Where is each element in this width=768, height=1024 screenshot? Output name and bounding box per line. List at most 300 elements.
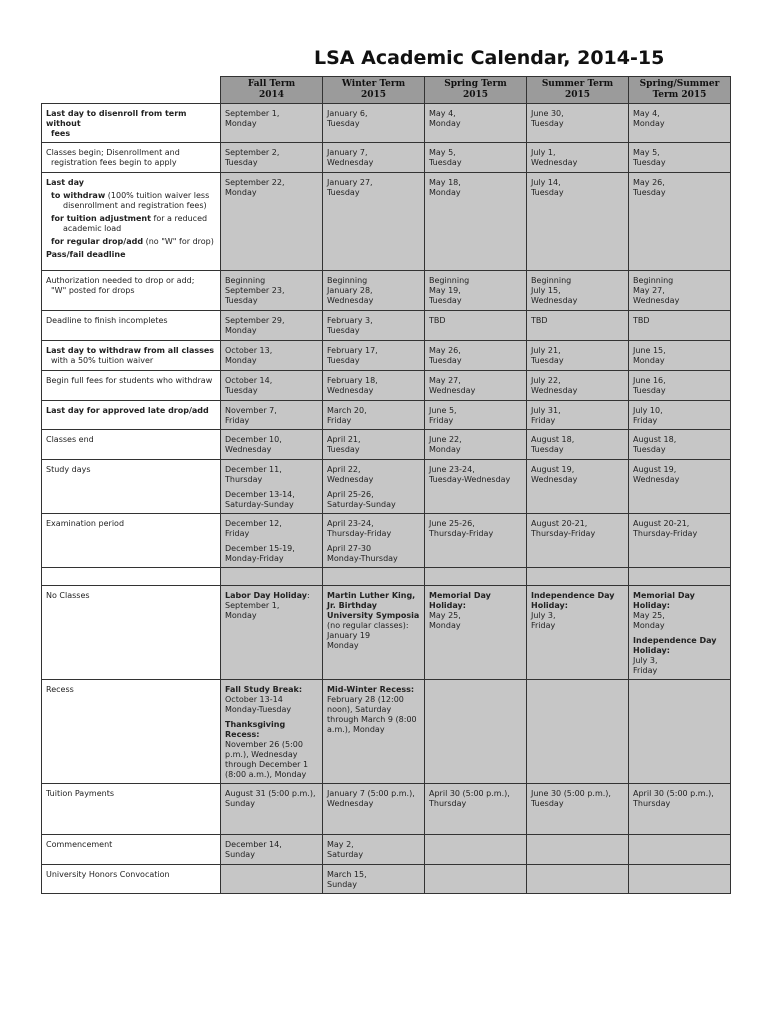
row-label-line: Recess [46,685,74,694]
date-entry [225,490,318,510]
cell-spring [425,568,527,586]
cell-summer [527,865,629,894]
table-row [42,401,731,430]
date-text: : [307,591,310,600]
date-line: Wednesday [531,296,578,305]
date-line: Sunday [225,799,255,808]
date-line: May 26, [633,178,665,187]
date-line: December 14, [225,840,282,849]
date-line: January 19 [327,631,371,640]
cell-winter [323,311,425,341]
row-label-line: Classes begin; Disenrollment and [46,148,180,157]
date-line: p.m.), Wednesday [225,750,298,759]
row-label-line: Classes end [46,435,94,444]
cell-winter [323,784,425,835]
date-line: Monday [429,188,461,197]
date-line: Tuesday [429,356,462,365]
cell-summer [527,341,629,371]
date-entry [225,685,318,715]
row-label-line [46,191,216,201]
date-line: Tuesday [531,799,564,808]
date-line: November 7, [225,406,277,415]
date-line: Mid-Winter Recess: [327,685,415,694]
date-entry [429,406,522,426]
row-label [42,341,221,371]
date-line: Thursday [429,799,467,808]
date-line: Wednesday [531,386,578,395]
date-entry [633,316,726,326]
row-label-line: disenrollment and registration fees) [63,201,207,210]
date-entry [531,316,624,326]
row-label [42,568,221,586]
date-line: Tuesday [531,119,564,128]
date-line: Fall Study Break: [225,685,303,694]
date-entry [225,544,318,564]
date-line: Saturday [327,850,364,859]
date-line: Friday [531,621,556,630]
date-entry [225,276,318,306]
cell-spring [425,401,527,430]
date-entry [531,109,624,129]
date-line: Tuesday [531,188,564,197]
date-line: Sunday [327,880,357,889]
header-spring-summer-term: Spring/Summer Term 2015 [629,77,731,104]
date-line: Beginning [633,276,674,285]
date-line: August 20-21, [531,519,588,528]
date-entry [327,685,420,735]
cell-fall [221,865,323,894]
date-entry [429,591,522,631]
row-label-line: Study days [46,465,91,474]
date-line: February 28 (12:00 [327,695,404,704]
date-line: July 3, [633,656,658,665]
cell-summer [527,401,629,430]
date-entry [225,591,318,621]
date-line: September 22, [225,178,285,187]
date-line: University Symposia [327,611,420,620]
cell-fall [221,784,323,835]
date-line: March 15, [327,870,367,879]
date-entry [429,276,522,306]
date-entry [327,406,420,426]
row-label-line: Last day for approved late drop/add [46,406,209,415]
cell-spring [425,104,527,143]
cell-summer [527,143,629,173]
date-line: Saturday-Sunday [225,500,294,509]
table-row [42,784,731,835]
date-entry [225,789,318,809]
date-line: Friday [225,416,250,425]
date-line: Thursday-Friday [633,529,698,538]
cell-spring-summer [629,865,731,894]
header-winter-term: Winter Term 2015 [323,77,425,104]
row-label-line: registration fees begin to apply [51,158,177,167]
row-label-text: for tuition adjustment [51,214,151,223]
date-line: October 13-14 [225,695,283,704]
cell-summer [527,430,629,460]
cell-fall [221,680,323,784]
row-label [42,430,221,460]
cell-spring [425,311,527,341]
cell-fall [221,835,323,865]
cell-fall [221,568,323,586]
date-entry [429,519,522,539]
date-line: June 16, [633,376,666,385]
date-line: July 14, [531,178,561,187]
row-label [42,514,221,568]
date-entry [429,346,522,366]
date-entry [633,435,726,455]
date-entry [429,376,522,396]
header-row [42,77,731,104]
header-fall-term: Fall Term 2014 [221,77,323,104]
cell-summer [527,835,629,865]
date-line: February 3, [327,316,373,325]
date-line: Independence Day [633,636,717,645]
date-line: August 19, [633,465,677,474]
date-entry [327,346,420,366]
date-entry [633,276,726,306]
date-line: Memorial Day [429,591,491,600]
row-label-text: (100% tuition waiver less [105,191,210,200]
table-row [42,371,731,401]
cell-spring-summer [629,143,731,173]
cell-winter [323,680,425,784]
table-row [42,835,731,865]
row-label [42,784,221,835]
date-entry [327,435,420,455]
cell-winter [323,865,425,894]
date-line: a.m.), Monday [327,725,385,734]
date-line: December 10, [225,435,282,444]
cell-spring-summer [629,271,731,311]
row-label-line: Authorization needed to drop or add; [46,276,195,285]
date-line: Wednesday [327,475,374,484]
date-entry [327,519,420,539]
date-entry [531,789,624,809]
cell-spring-summer [629,173,731,271]
date-line: Monday [225,188,257,197]
row-label-line [46,214,216,224]
date-line: May 4, [429,109,456,118]
cell-spring-summer [629,784,731,835]
cell-summer [527,680,629,784]
date-line: Tuesday [633,445,666,454]
cell-spring [425,784,527,835]
date-line: January 7, [327,148,368,157]
cell-fall [221,430,323,460]
date-line: Monday [633,119,665,128]
date-line: Independence Day [531,591,615,600]
date-line: March 20, [327,406,367,415]
row-label-line [46,237,216,247]
date-line: April 22, [327,465,361,474]
date-line: Tuesday [327,119,360,128]
table-row [42,865,731,894]
date-entry [327,789,420,809]
cell-spring [425,680,527,784]
calendar-body [42,104,731,894]
date-line: May 5, [429,148,456,157]
date-line: Monday [429,445,461,454]
cell-spring-summer [629,460,731,514]
date-entry [531,178,624,198]
cell-fall [221,586,323,680]
row-label-text: for a reduced [150,214,208,223]
cell-fall [221,514,323,568]
date-line: May 19, [429,286,461,295]
date-entry [633,789,726,809]
date-line: April 30 (5:00 p.m.), [429,789,510,798]
date-entry [327,178,420,198]
row-label [42,401,221,430]
date-line: Tuesday [225,296,258,305]
row-label [42,835,221,865]
date-line: May 25, [633,611,665,620]
date-entry [633,376,726,396]
date-entry [327,465,420,485]
table-row [42,514,731,568]
date-line: Beginning [429,276,470,285]
cell-fall [221,173,323,271]
date-line: May 26, [429,346,461,355]
date-line: Tuesday [225,158,258,167]
date-line: Tuesday [633,188,666,197]
date-line: Tuesday [327,445,360,454]
date-entry [225,720,318,780]
date-entry [327,544,420,564]
date-line: Tuesday-Wednesday [429,475,511,484]
date-line: July 21, [531,346,561,355]
date-line: Friday [633,416,658,425]
cell-summer [527,784,629,835]
date-line: October 14, [225,376,273,385]
cell-spring-summer [629,514,731,568]
date-line: TBD [429,316,446,325]
date-line: Memorial Day [633,591,695,600]
row-label [42,371,221,401]
date-entry [531,465,624,485]
date-line: Wednesday [633,475,680,484]
cell-spring-summer [629,104,731,143]
date-entry [633,109,726,129]
date-line: June 25-26, [429,519,475,528]
date-entry [225,109,318,129]
date-line: April 23-24, [327,519,374,528]
cell-winter [323,586,425,680]
date-entry [531,276,624,306]
cell-spring [425,586,527,680]
cell-spring [425,143,527,173]
cell-winter [323,341,425,371]
date-line: January 27, [327,178,373,187]
date-entry [327,109,420,129]
date-line: Monday [633,621,665,630]
row-label [42,586,221,680]
date-line: July 1, [531,148,556,157]
row-label-line: Last day [46,178,84,187]
row-label [42,104,221,143]
date-line: August 19, [531,465,575,474]
date-line: Holiday: [633,646,670,655]
date-line: Thursday-Friday [327,529,392,538]
date-entry [633,591,726,631]
row-label [42,143,221,173]
table-row [42,311,731,341]
date-line: January 6, [327,109,368,118]
date-line: September 29, [225,316,285,325]
date-line: April 25-26, [327,490,374,499]
row-label [42,680,221,784]
row-label-text: for regular drop/add [51,237,144,246]
row-label-line: "W" posted for drops [51,286,135,295]
date-line: June 22, [429,435,462,444]
date-entry [633,148,726,168]
date-line: Jr. Birthday [327,601,378,610]
date-line: July 15, [531,286,561,295]
cell-spring-summer [629,401,731,430]
date-line: Monday [225,119,257,128]
date-entry [531,148,624,168]
date-line: Monday [429,621,461,630]
table-row [42,680,731,784]
date-line: August 31 (5:00 p.m.), [225,789,316,798]
date-entry [225,435,318,455]
cell-spring-summer [629,680,731,784]
date-line: (no regular classes): [327,621,409,630]
date-entry [225,346,318,366]
date-line: Tuesday [327,356,360,365]
date-entry [429,109,522,129]
date-line: Tuesday [633,386,666,395]
date-line: Monday [429,119,461,128]
date-line: October 13, [225,346,273,355]
date-entry [531,435,624,455]
date-entry [633,519,726,539]
cell-summer [527,311,629,341]
cell-spring-summer [629,586,731,680]
date-line: December 11, [225,465,282,474]
date-line: Monday [327,641,359,650]
date-entry [327,870,420,890]
date-line: December 12, [225,519,282,528]
cell-winter [323,835,425,865]
cell-spring [425,371,527,401]
date-entry [531,406,624,426]
row-label-line: No Classes [46,591,90,600]
date-line: Wednesday [633,296,680,305]
date-line: Thursday-Friday [429,529,494,538]
date-line: September 1, [225,109,280,118]
date-line: Friday [429,416,454,425]
date-entry [633,178,726,198]
date-entry [531,519,624,539]
cell-winter [323,568,425,586]
date-entry [429,178,522,198]
cell-winter [323,430,425,460]
date-entry [429,316,522,326]
cell-summer [527,271,629,311]
date-line: July 31, [531,406,561,415]
cell-fall [221,341,323,371]
calendar-table [41,76,731,894]
cell-summer [527,104,629,143]
date-entry [327,276,420,306]
header-corner [42,77,221,104]
cell-winter [323,104,425,143]
table-row [42,430,731,460]
row-label-line: with a 50% tuition waiver [51,356,154,365]
cell-winter [323,460,425,514]
date-line: Thanksgiving Recess: [225,720,286,739]
date-line: February 17, [327,346,378,355]
date-line: Tuesday [327,326,360,335]
cell-fall [221,143,323,173]
date-line: Thursday [225,475,263,484]
date-line: Wednesday [531,158,578,167]
date-line: Monday-Thursday [327,554,398,563]
date-entry [327,376,420,396]
date-line: Monday [225,611,257,620]
date-line: Holiday: [429,601,466,610]
date-entry [429,435,522,455]
date-line: Monday-Tuesday [225,705,292,714]
row-label [42,311,221,341]
date-line: May 25, [429,611,461,620]
cell-winter [323,271,425,311]
cell-summer [527,371,629,401]
date-line: Tuesday [633,158,666,167]
table-row [42,143,731,173]
date-entry [531,591,624,631]
cell-fall [221,271,323,311]
date-line: May 27, [633,286,665,295]
cell-fall [221,311,323,341]
cell-spring [425,173,527,271]
date-line: July 10, [633,406,663,415]
row-label-line: Deadline to finish incompletes [46,316,168,325]
date-entry [225,376,318,396]
date-line: July 22, [531,376,561,385]
date-line: Wednesday [531,475,578,484]
cell-spring-summer [629,835,731,865]
date-line: January 28, [327,286,373,295]
cell-winter [323,143,425,173]
date-line: Wednesday [327,158,374,167]
date-line: September 23, [225,286,285,295]
date-entry [225,406,318,426]
table-row [42,568,731,586]
cell-spring [425,341,527,371]
row-label-line: Tuition Payments [46,789,115,798]
date-line: May 2, [327,840,354,849]
date-line: Thursday-Friday [531,529,596,538]
date-line: Wednesday [429,386,476,395]
date-entry [327,316,420,336]
cell-summer [527,173,629,271]
cell-winter [323,371,425,401]
date-line: November 26 (5:00 [225,740,303,749]
date-entry [225,316,318,336]
date-line: Monday [225,326,257,335]
date-entry [327,490,420,510]
date-line: Sunday [225,850,255,859]
date-line: August 20-21, [633,519,690,528]
date-line: April 30 (5:00 p.m.), [633,789,714,798]
cell-spring [425,271,527,311]
date-line: Thursday [633,799,671,808]
date-line: August 18, [531,435,575,444]
